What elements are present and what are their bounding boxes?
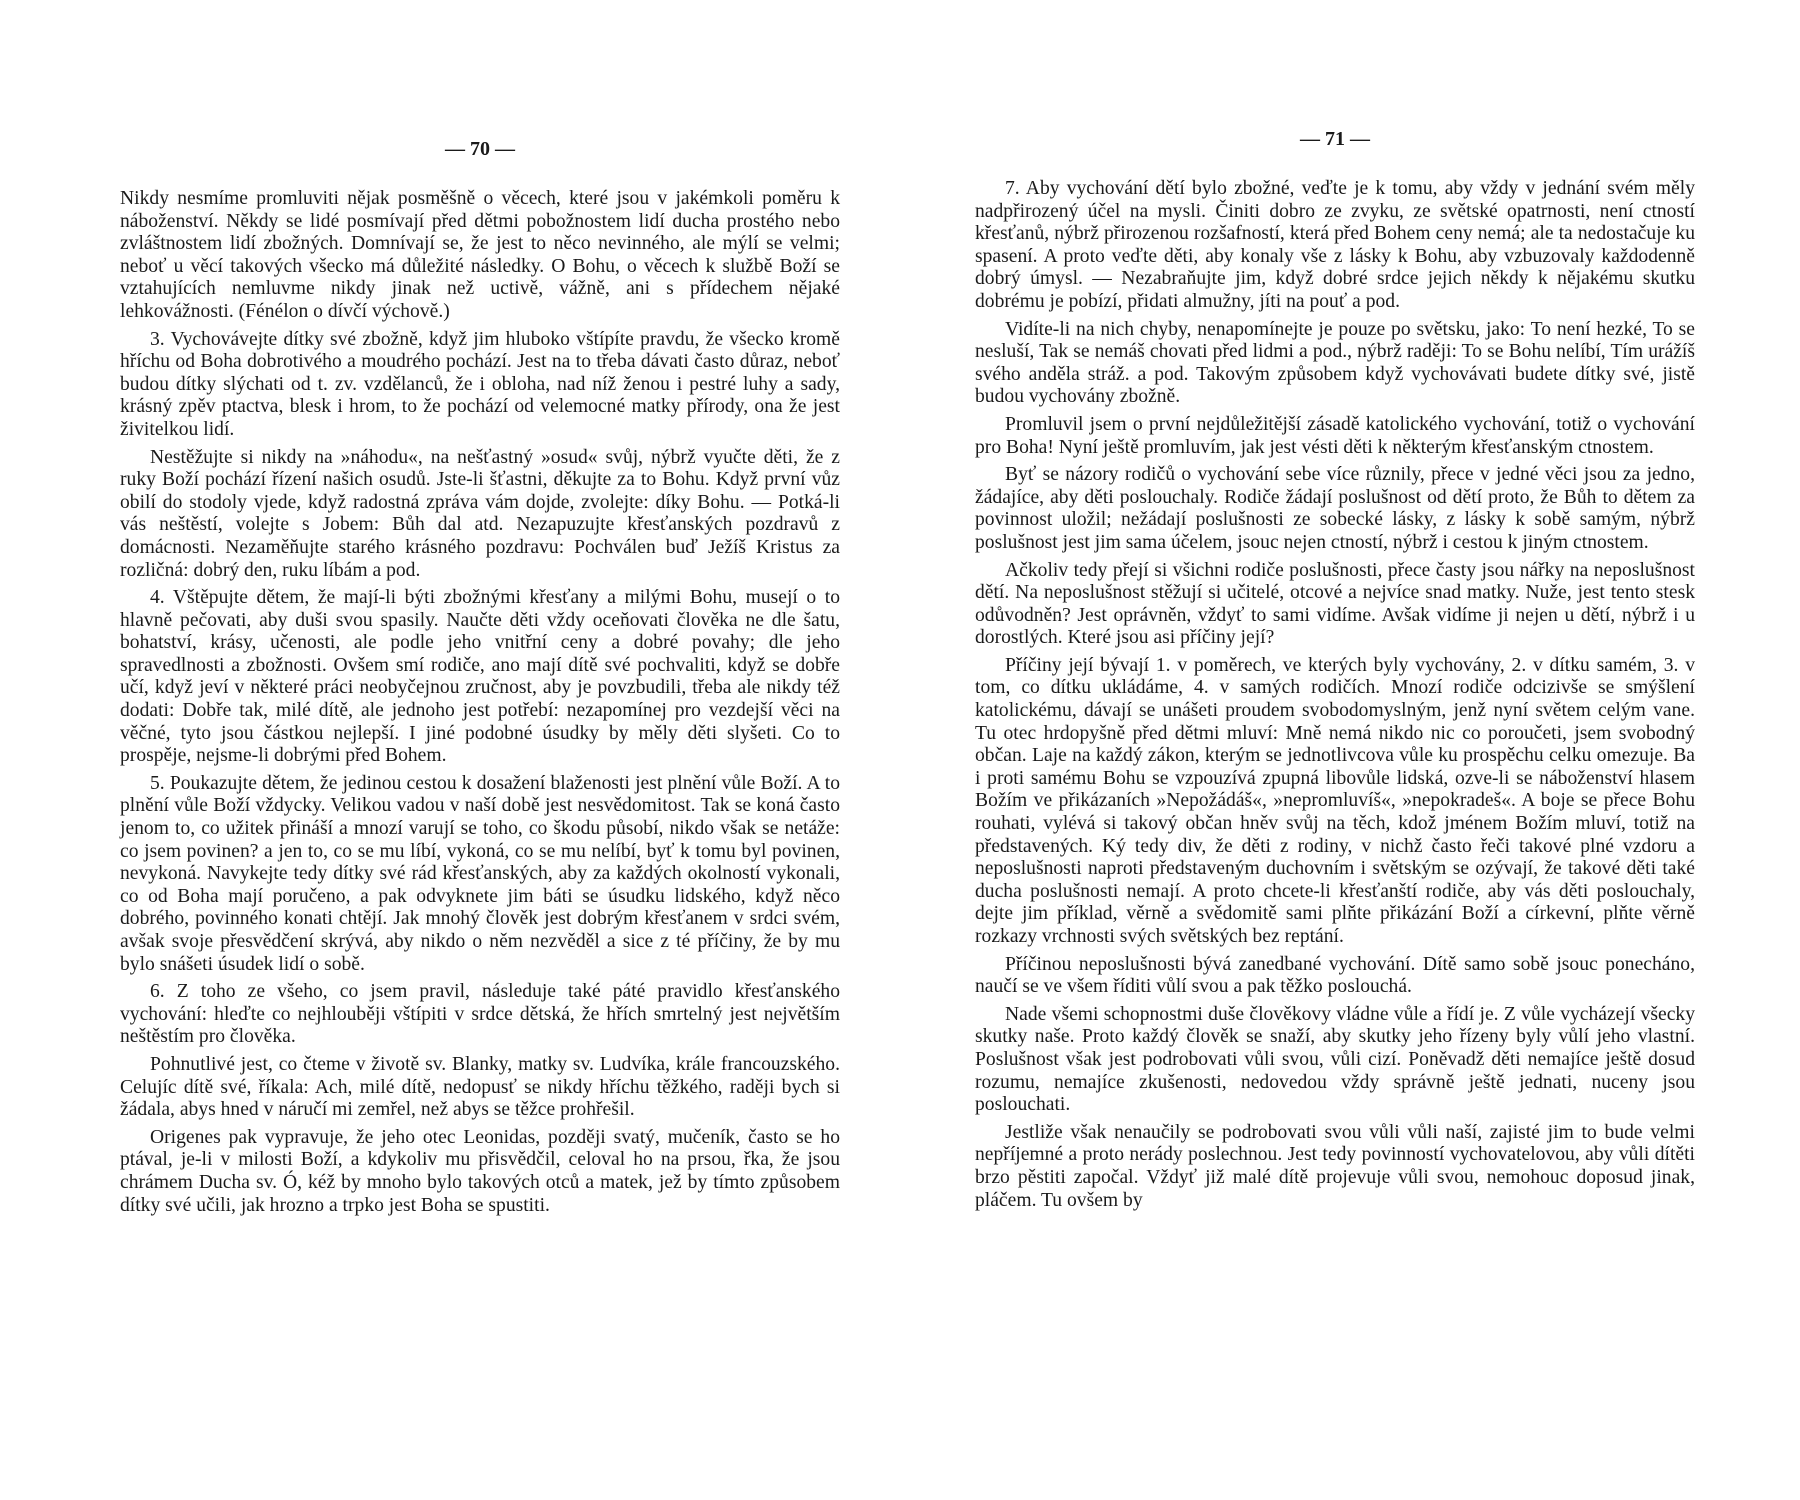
paragraph: Nestěžujte si nikdy na »náhodu«, na nešťastný »osud« svůj, nýbrž vyučte děti, že z ruky Boží pochází řízení našich osudů. Jste-li šťastni, děkujte za to Bohu. Když první vůz obilí do stodoly vjede, když radostná zpráva vám dojde, zvolejte: díky Bohu. — Potká-li vás neštěstí, volejte s Jobem: Bůh dal atd. Nezapuzujte křesťanských pozdravů z domácnosti. Nezaměňujte starého krásného pozdravu: Pochválen buď Ježíš Kristus za rozličná: dobrý den, ruku líbám a pod. <box>120 446 840 581</box>
paragraph: 6. Z toho ze všeho, co jsem pravil, následuje také páté pravidlo křesťanského vychování: hleďte co nejhlouběji vštípiti v srdce dětská, že hřích smrtelný jest největším neštěstím pro člověka. <box>120 981 840 1048</box>
paragraph: 5. Poukazujte dětem, že jedinou cestou k dosažení blaženosti jest plnění vůle Boží. A to plnění vůle Boží vždycky. Velikou vadou v naší době jest nesvědomitost. Tak se koná často jenom to, co užitek přináší a mnozí varují se toho, co škodu působí, nikdo však se netáže: co jsem povinen? a jen to, co se mu líbí, vykoná, co se mu nelíbí, byť k tomu byl povinen, nevykoná. Navykejte tedy dítky své rád křesťanských, aby za každých okolností vykonali, co od Boha mají poručeno, a pak odvyknete jim báti se úsudku lidského, když něco dobrého, povinného konati chtějí. Jak mnohý člověk jest dobrým křesťanem v srdci svém, avšak svoje přesvědčení skrývá, aby nikdo o něm nezvěděl a sice z té příčiny, že by mu bylo snášeti úsudek lidí o sobě. <box>120 772 840 975</box>
paragraph: 3. Vychovávejte dítky své zbožně, když jim hluboko vštípíte pravdu, že všecko kromě hříchu od Boha dobrotivého a moudrého pochází. Jest na to třeba dávati často důraz, neboť budou dítky slýchati od t. zv. vzdělanců, že i obloha, nad níž ženou i pestré luhy a sady, krásný zpěv ptactva, blesk i hrom, to že pochází od velemocné matky přírody, ona že jest živitelkou lidí. <box>120 328 840 440</box>
paragraph: Pohnutlivé jest, co čteme v životě sv. Blanky, matky sv. Ludvíka, krále francouzského. Celujíc dítě své, říkala: Ach, milé dítě, nedopusť se nikdy hříchu těžkého, raději bych si žádala, abys hned v náručí mi zemřel, než abys se těžce prohřešil. <box>120 1053 840 1121</box>
paragraph: Origenes pak vypravuje, že jeho otec Leonidas, později svatý, mučeník, často se ho ptával, je-li v milosti Boží, a kdykoliv mu přisvědčil, celoval ho na prsou, řka, že jsou chrámem Ducha sv. Ó, kéž by mnoho bylo takových otců a matek, jež by tímto způsobem dítky své učili, jak hrozno a trpko jest Boha se spustiti. <box>120 1126 840 1216</box>
paragraph: Jestliže však nenaučily se podrobovati svou vůli vůli naší, zajisté jim to bude velmi nepříjemné a proto nerády poslechnou. Jest tedy povinností vychovatelovou, aby vůli dítěti brzo pěstiti započal. Vždyť již malé dítě projevuje vůli svou, nemohouc doposud jinak, pláčem. Tu ovšem by <box>975 1121 1695 1211</box>
paragraph: 4. Vštěpujte dětem, že mají-li býti zbožnými křesťany a milými Bohu, musejí o to hlavně pečovati, aby duši svou spasily. Naučte děti vždy oceňovati člověka ne dle šatu, bohatství, krásy, učenosti, ale podle jeho vnitřní ceny a dobré povahy; dle jeho spravedlnosti a zbožnosti. Ovšem smí rodiče, ano mají dítě své pochvaliti, když se dobře učí, když jeví v některé práci neobyčejnou zručnost, aby je povzbudili, třeba ale nikdy též dodati: Dobře tak, milé dítě, ale jednoho jest potřebí: nezapomínej pro vezdejší věci na věčné, tyto jsou částkou nejlepší. I jiné podobné úsudky by měly děti slyšeti. Co to prospěje, nejsme-li dobrými před Bohem. <box>120 587 840 767</box>
paragraph: Byť se názory rodičů o vychování sebe více různily, přece v jedné věci jsou za jedno, žádajíce, aby děti poslouchaly. Rodiče žádají poslušnost od dětí proto, že Bůh to dětem za povinnost uložil; nežádají poslušnosti ze sobecké lásky, z lásky k sobě samým, nýbrž poslušnost jest jim sama účelem, jsouc nejen ctností, nýbrž i cestou k jiným ctnostem. <box>975 464 1695 553</box>
paragraph: Příčinou neposlušnosti bývá zanedbané vychování. Dítě samo sobě jsouc ponecháno, naučí se ve všem říditi vůlí svou a pak těžko poslouchá. <box>975 953 1695 998</box>
right-page <box>975 0 1695 1500</box>
paragraph: Promluvil jsem o první nejdůležitější zásadě katolického vychování, totiž o vychování pro Boha! Nyní ještě promluvím, jak jest vésti děti k některým křesťanským ctnostem. <box>975 413 1695 458</box>
page-number: — 71 — <box>1300 128 1370 150</box>
paragraph: Nikdy nesmíme promluviti nějak posměšně o věcech, které jsou v jakémkoli poměru k náboženství. Někdy se lidé posmívají před dětmi pobožnostem lidí ducha prostého nebo zvláštnostem lidí zbožných. Domnívají se, že jest to něco nevinného, ale mýlí se velmi; neboť u věcí takových všecko má důležité následky. O Bohu, o věcech k službě Boží se vztahujících nemluvme nikdy jinak než uctivě, vážně, ani s přídechem nějaké lehkovážnosti. (Fénélon o dívčí výchově.) <box>120 188 840 322</box>
page-text <box>975 178 1695 1217</box>
paragraph: Příčiny její bývají 1. v poměrech, ve kterých byly vychovány, 2. v dítku samém, 3. v tom, co dítku ukládáme, 4. v samých rodičích. Mnozí rodiče odcizivše se smýšlení katolickému, dávají se unášeti proudem svobodomyslným, jenž nyní světem celým vane. Tu otec hrdopyšně před dětmi mluví: Mně nemá nikdo nic co poroučeti, jsem svobodný občan. Laje na každý zákon, kterým se jednotlivcova vůle ku prospěchu celku omezuje. Ba i proti samému Bohu se vzpouzívá zpupná libovůle lidská, ozve-li se náboženství hlasem Božím ve přikázaních »Nepožádáš«, »nepromluvíš«, »nepokradeš«. A boje se přece Bohu rouhati, vylévá si takový občan hněv svůj na těch, kdož jménem Božím mluví, totiž na představených. Ký tedy div, že děti z rodiny, v nichž často řeči takové plné vzdoru a neposlušnosti naproti představeným duchovním i světským se ozývají, že takové děti také ducha poslušnosti nemají. A proto chcete-li křesťanští rodiče, aby vás děti poslouchaly, dejte jim příklad, věrně a svědomitě sami plňte přikázání Boží a církevní, plňte věrně rozkazy vrchnosti svých světských bez reptání. <box>975 654 1695 947</box>
page-number: — 70 — <box>445 138 515 160</box>
paragraph: Ačkoliv tedy přejí si všichni rodiče poslušnosti, přece časty jsou nářky na neposlušnost dětí. Na neposlušnost stěžují si učitelé, otcové a nejvíce snad matky. Nuže, jest tento stesk odůvodněn? Jest oprávněn, vždyť to sami vidíme. Avšak vidíme ji nejen u dětí, nýbrž i u dorostlých. Které jsou asi příčiny její? <box>975 559 1695 649</box>
paragraph: Vidíte-li na nich chyby, nenapomínejte je pouze po světsku, jako: To není hezké, To se nesluší, Tak se nemáš chovati před lidmi a pod., nýbrž raději: To se Bohu nelíbí, Tím urážíš svého anděla stráž. a pod. Takovým způsobem když vychovávati budete dítky své, jistě budou vychovány zbožně. <box>975 318 1695 408</box>
page-text <box>120 188 840 1222</box>
paragraph: Nade všemi schopnostmi duše člověkovy vládne vůle a řídí je. Z vůle vycházejí všecky skutky naše. Proto každý člověk se snaží, aby skutky jeho řízeny byly vůlí jeho vlastní. Poslušnost však jest podrobovati vůli svou, vůli cizí. Poněvadž děti nemajíce ještě dosud rozumu, nemajíce zkušenosti, nedovedou vždy správně ještě jednati, nuceny jsou poslouchati. <box>975 1003 1695 1116</box>
left-page <box>120 0 840 1500</box>
paragraph: 7. Aby vychování dětí bylo zbožné, veďte je k tomu, aby vždy v jednání svém měly nadpřirozený účel na mysli. Činiti dobro ze zvyku, ze světské opatrnosti, není ctností křesťanů, nýbrž přirozenou rozšafností, která před Bohem ceny nemá; ale ta nedostačuje ku spasení. A proto veďte děti, aby konaly vše z lásky k Bohu, aby vzbuzovaly každodenně dobrý úmysl. — Nezabraňujte jim, když dobré srdce jejich někdy k nějakému skutku dobrému je pobízí, přidati almužny, jíti na pouť a pod. <box>975 178 1695 312</box>
